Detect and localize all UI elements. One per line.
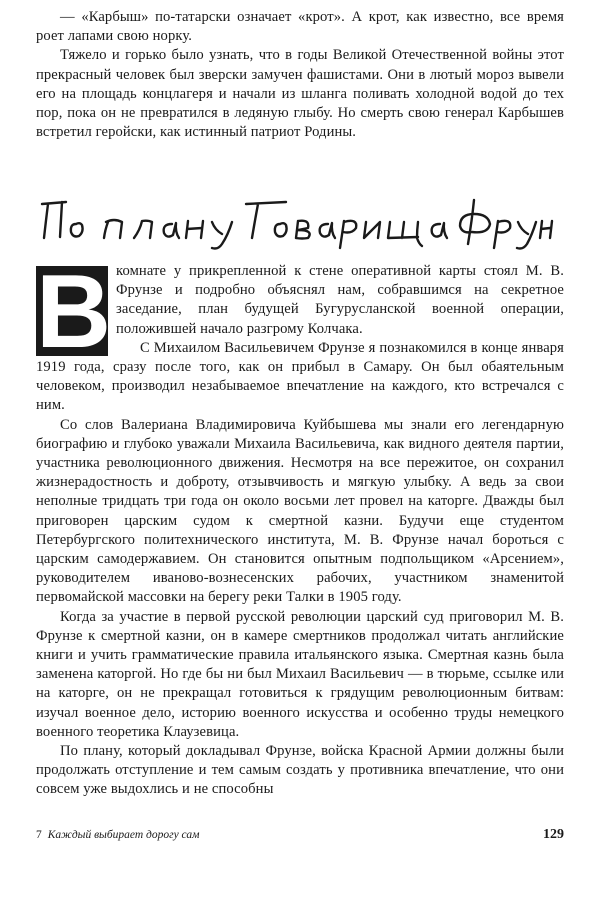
chapter-paragraph-4: Когда за участие в первой русской революции царский суд приговорил М. В. Фрунзе к смертной казни, он в камере смертников продолжал читать английские книги и учить грамматические правила итальянского языка. Смертная казнь была заменена каторгой. Но где бы ни был Михаил Васильевич — в тюрьме, ссылке или на каторге, он не прекращал готовиться к грядущим революционным битвам: изучал военное дело, историю военного искусства и особенно труды немецкого военного теоретика Клаузевица. (36, 608, 564, 740)
chapter-first-paragraph (36, 254, 564, 370)
intro-paragraph-1: — «Карбыш» по-татарски означает «крот». А крот, как известно, все время роет лапами свою норку. (36, 9, 564, 45)
page-number: 129 (543, 827, 564, 842)
footer-signature (36, 829, 199, 841)
intro-paragraph-2: Тяжело и горько было узнать, что в годы Великой Отечественной войны этот прекрасный человек был зверски замучен фашистами. Они в лютый мороз вывели его на площадь концлагеря и начали из шланга поливать холодной водой до тех пор, пока он не превратился в ледяную глыбу. Но смерть свою генерал Карбышев встретил геройски, как истинный патриот Родины. (36, 47, 564, 141)
drop-cap-letter: В (36, 254, 112, 370)
intro-section (36, 8, 564, 142)
signature-number: 7 (36, 829, 42, 841)
first-paragraph-text: комнате у прикрепленной к стене оперативной карты стоял М. В. Фрунзе и подробно объяснял нам, собравшимся на секретное заседание, план будущей Бугурусланской военной операции, положившей начало разгрому Колчака. (116, 263, 564, 337)
book-title: Каждый выбирает дорогу сам (47, 829, 200, 841)
chapter-paragraph-2: С Михаилом Васильевичем Фрунзе я познакомился в конце января 1919 года, сразу после того, как он прибыл в Самару. Он был обаятельным человеком, производил незабываемое впечатление на каждого, кто встречался с ним. (36, 339, 564, 414)
chapter-body (36, 254, 564, 800)
chapter-paragraph-5: По плану, который докладывал Фрунзе, войска Красной Армии должны были продолжать отступление и тем самым создать у противника впечатление, что они совсем уже выдохлись и не способны (36, 743, 564, 798)
chapter-heading (36, 190, 556, 250)
page-footer (36, 829, 564, 849)
chapter-paragraph-3: Со слов Валериана Владимировича Куйбышева мы знали его легендарную биографию и глубоко уважали Михаила Васильевича, как видного деятеля партии, участника революционного движения. Несмотря на все пережитое, он сохранил жизнерадостность и доброту, отзывчивость и мягкую улыбку. А ведь за свои неполные тридцать три года он около восьми лет провел на каторге. Дважды был приговорен царским судом к смертной казни. Будучи еще студентом Петербургского политехнического института, М. В. Фрунзе начал бороться с царским самодержавием. Он становится опытным подпольщиком «Арсением», руководителем иваново-вознесенских рабочих, участником знаменитой первомайской массовки на берегу реки Талки в 1905 году. (36, 416, 564, 606)
